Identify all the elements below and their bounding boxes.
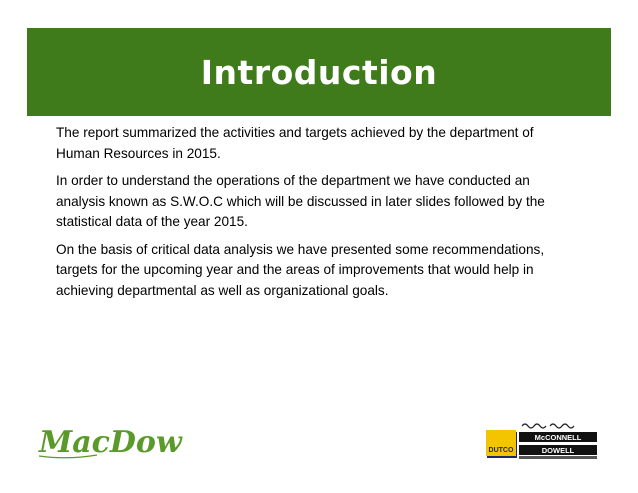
paragraph-1: The report summarized the activities and targets achieved by the department of Human Resources in 2015. — [56, 125, 534, 161]
macdow-logo — [37, 414, 182, 464]
svg-text:DUTCO: DUTCO — [488, 447, 514, 454]
slide-title: Introduction — [200, 52, 438, 92]
svg-text:MacDow: MacDow — [39, 425, 182, 460]
paragraph-2: In order to understand the operations of the department we have conducted an analysis known as S.W.O.C which will be discussed in later slides followed by the statistical data of the year 2015. — [56, 173, 545, 229]
svg-text:DOWELL: DOWELL — [541, 446, 575, 455]
title-bar — [27, 28, 611, 116]
svg-text:McCONNELL: McCONNELL — [534, 433, 582, 442]
dutco-mcconnell-dowell-logo — [486, 418, 598, 460]
paragraph-3: On the basis of critical data analysis we have presented some recommendations, targets for the upcoming year and the areas of improvements that would help in achieving departmental as well as organizational goals. — [56, 241, 545, 298]
slide-body — [56, 123, 576, 308]
